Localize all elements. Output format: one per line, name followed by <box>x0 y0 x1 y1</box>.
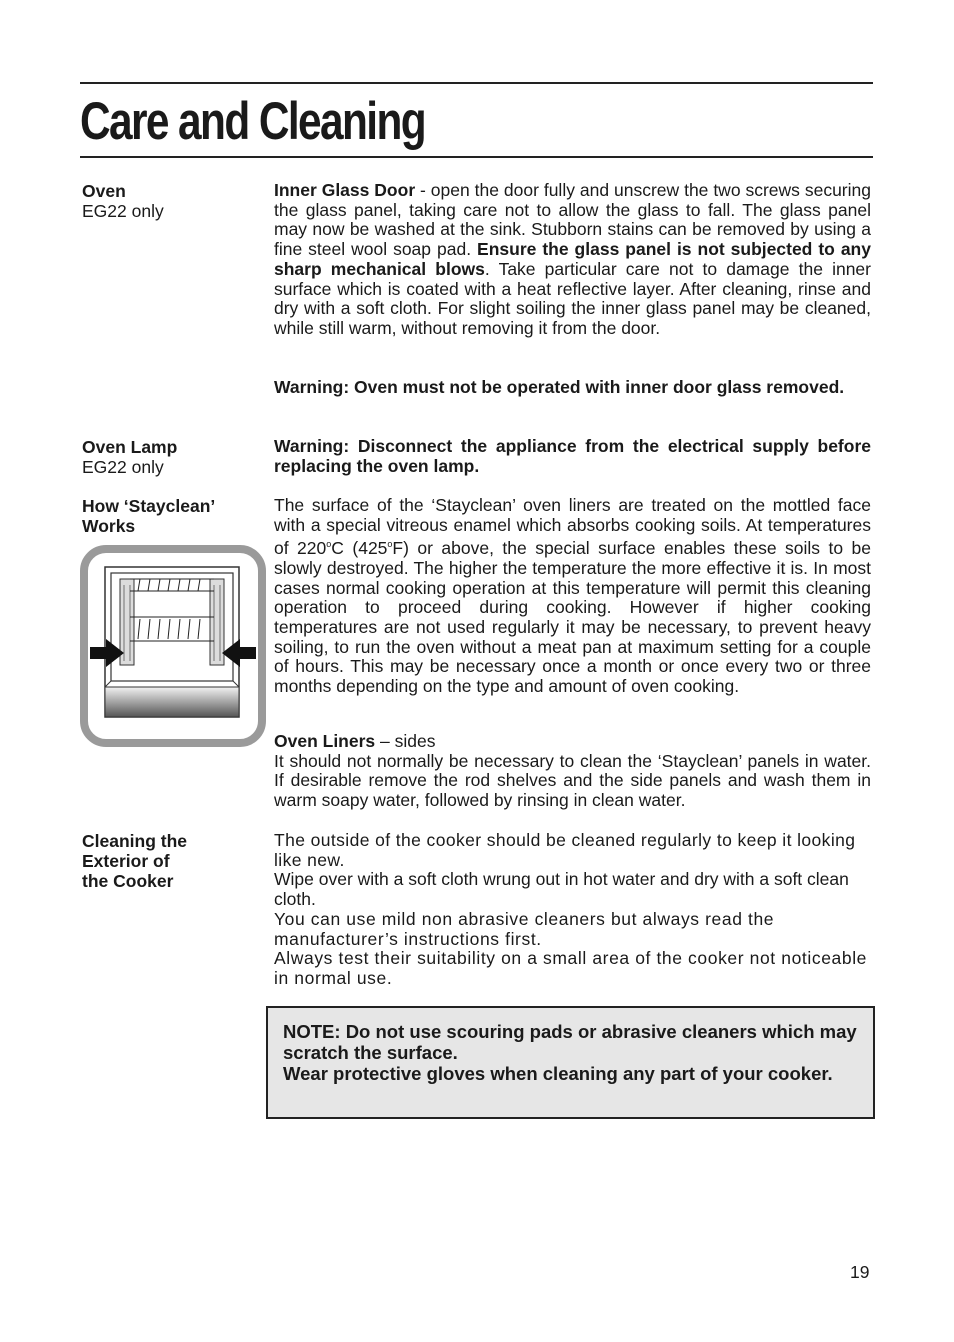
stayclean-paragraph <box>274 496 871 697</box>
inner-glass-text1: - open the door fully and unscrew the two screws securing the glass panel, taking care not to allow the glass to fall. The glass panel may now be washed at the sink. Stubborn stains can be removed by using a fine steel wool soap pad. <box>274 180 871 260</box>
oven-liners-block <box>274 732 871 811</box>
inner-glass-paragraph <box>274 181 871 339</box>
oven-heading: Oven <box>82 181 126 201</box>
exterior-heading-line1: Cleaning the <box>82 831 188 851</box>
note-box <box>266 1006 875 1119</box>
oven-lamp-warning-text: Warning: Disconnect the appliance from the electrical supply before replacing the oven lamp. <box>274 436 871 476</box>
oven-subheading: EG22 only <box>82 201 164 221</box>
degree-sign-2: o <box>387 539 393 550</box>
section-oven-body <box>274 181 871 339</box>
stayclean-text-b: C (425 <box>331 538 388 559</box>
oven-lamp-warning <box>274 437 871 476</box>
exterior-p1: The outside of the cooker should be cleaned regularly to keep it looking like new. <box>274 830 856 870</box>
exterior-p2: Wipe over with a soft cloth wrung out in hot water and dry with a soft clean cloth. <box>274 869 849 910</box>
stayclean-text-a: The surface of the ‘Stayclean’ oven liners are treated on the mottled face with a special vitreous enamel which absorbs cooking soils. At temperatures of 220 <box>274 495 871 559</box>
page-number: 19 <box>850 1262 870 1282</box>
oven-liners-heading <box>274 732 871 752</box>
top-rule <box>80 82 873 84</box>
section-oven-lamp-label <box>82 437 177 477</box>
oven-lamp-heading: Oven Lamp <box>82 437 178 457</box>
inner-glass-label: Inner Glass Door <box>274 180 416 200</box>
title-rule <box>80 156 873 158</box>
exterior-p4: Always test their suitability on a small area of the cooker not noticeable in normal use. <box>274 948 868 988</box>
oven-warning-text: Warning: Oven must not be operated with inner door glass removed. <box>274 377 845 397</box>
stayclean-heading-line2: Works <box>82 516 136 536</box>
inner-glass-bold: Ensure the glass panel is not subjected to any sharp mechanical blows <box>274 239 871 279</box>
exterior-heading-line3: the Cooker <box>82 871 174 891</box>
oven-liners-label: Oven Liners <box>274 731 376 751</box>
section-stayclean-label <box>82 496 215 536</box>
section-exterior-body <box>274 831 871 989</box>
section-exterior-label <box>82 831 187 891</box>
degree-sign-1: o <box>326 539 332 550</box>
section-oven-label <box>82 181 164 221</box>
section-stayclean-body <box>274 496 871 697</box>
note-line2: Wear protective gloves when cleaning any part of your cooker. <box>283 1063 833 1084</box>
oven-interior-illustration <box>80 545 266 747</box>
exterior-p3: You can use mild non abrasive cleaners but always read the manufacturer’s instructions first. <box>274 908 775 949</box>
note-line1: NOTE: Do not use scouring pads or abrasive cleaners which may scratch the surface. <box>283 1021 857 1063</box>
page-title: Care and Cleaning <box>80 92 426 151</box>
stayclean-heading-line1: How ‘Stayclean’ <box>82 496 216 516</box>
oven-warning <box>274 378 871 398</box>
oven-liners-suffix: – sides <box>375 731 436 751</box>
oven-lamp-subheading: EG22 only <box>82 457 164 477</box>
inner-glass-text2: . Take particular care not to damage the inner surface which is coated with a heat reflective layer. After cleaning, rinse and dry with a soft cloth. For slight soiling the inner glass panel may be cleaned, while still warm, without removing it from the door. <box>274 258 871 338</box>
stayclean-text-c: F) or above, the special surface enables these soils to be slowly destroyed. The higher the temperature the more effective it is. In most cases normal cooking operation at this temperature will permit this cleaning operation to proceed during cooking. However if higher cooking temperatures are not used regularly it may be necessary, to prevent heavy soiling, to run the oven without a meat pan at maximum setting for a couple of hours. This may be necessary once a month or once every two or three months depending on the type and amount of oven cooking. <box>274 538 871 697</box>
exterior-heading-line2: Exterior of <box>82 851 170 871</box>
oven-liners-text: It should not normally be necessary to clean the ‘Stayclean’ panels in water. If desirable remove the rod shelves and the side panels and wash them in warm soapy water, followed by rinsing in clean water. <box>274 750 871 811</box>
